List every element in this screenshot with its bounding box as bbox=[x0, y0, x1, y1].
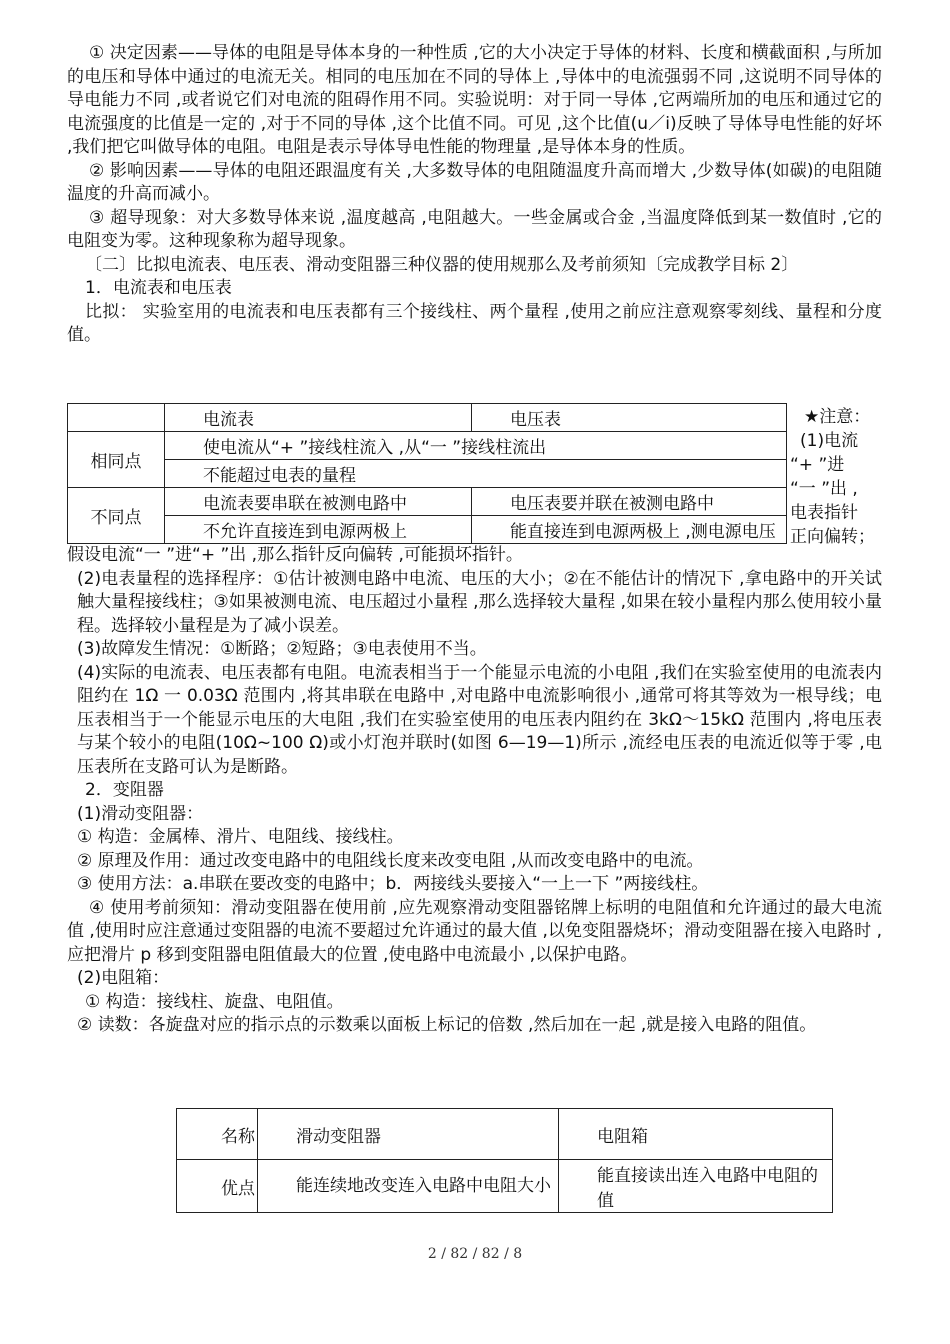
page-footer: 2 / 82 / 82 / 8 bbox=[427, 1246, 523, 1262]
side-note-line: “+ ”进 bbox=[790, 455, 845, 475]
paragraph-precautions: ④ 使用考前须知：滑动变阻器在使用前 ,应先观察滑动变阻器铭牌上标明的电阻值和允许通过的最大电流值 ,使用时应注意通过变阻器的电流不要超过允许通过的最大值 ,以免变阻器烧坏；滑动变阻器在接入电路时 ,应把滑片 p 移到变阻器电阻值最大的位置 ,使电路中电流最小 ,以保护电路。 bbox=[67, 897, 882, 965]
rheostat-comparison-table bbox=[176, 1108, 833, 1213]
side-note-line: 电表指针 bbox=[790, 503, 858, 523]
table-cell: 优点 bbox=[177, 1160, 258, 1213]
paragraph-box-structure: ① 构造：接线柱、旋盘、电阻值。 bbox=[85, 991, 344, 1012]
table-cell: 不允许直接连到电源两极上 bbox=[165, 516, 472, 544]
diff-label: 不同点 bbox=[68, 488, 165, 544]
paragraph-superconductivity: ③ 超导现象：对大多数导体来说 ,温度越高 ,电阻越大。一些金属或合金 ,当温度降低到某一数值时 ,它的电阻变为零。这种现象称为超导现象。 bbox=[67, 207, 882, 251]
paragraph-principle: ② 原理及作用：通过改变电路中的电阻线长度来改变电阻 ,从而改变电路中的电流。 bbox=[77, 850, 704, 871]
section-2 bbox=[67, 544, 882, 1038]
paragraph-structure: ① 构造：金属棒、滑片、电阻线、接线柱。 bbox=[77, 827, 404, 847]
table-header-cell: 滑动变阻器 bbox=[258, 1109, 559, 1160]
paragraph-influencing-factors: ② 影响因素——导体的电阻还跟温度有关 ,大多数导体的电阻随温度升高而增大 ,少数导体(如碳)的电阻随温度的升高而减小。 bbox=[67, 160, 882, 204]
table-row bbox=[68, 432, 787, 460]
table-header-row bbox=[68, 404, 787, 432]
table-cell: 使电流从“+ ”接线柱流入 ,从“一 ”接线柱流出 bbox=[165, 432, 787, 460]
side-note-line: 正向偏转； bbox=[790, 527, 875, 547]
table-row bbox=[68, 460, 787, 488]
paragraph-reverse-current: 假设电流“一 ”进“+ ”出 ,那么指针反向偏转 ,可能损坏指针。 bbox=[67, 545, 523, 565]
table-row bbox=[177, 1160, 833, 1213]
paragraph-comparison: 比拟： 实验室用的电流表和电压表都有三个接线柱、两个量程 ,使用之前应注意观察零刻线、量程和分度值。 bbox=[67, 301, 882, 345]
table-cell: 电流表要串联在被测电路中 bbox=[165, 488, 472, 516]
same-label: 相同点 bbox=[68, 432, 165, 488]
table-row bbox=[68, 488, 787, 516]
table-header-cell bbox=[68, 404, 165, 432]
table-header-row bbox=[177, 1109, 833, 1160]
meter-comparison-table bbox=[67, 403, 787, 544]
subheading-resistance-box: (2)电阻箱： bbox=[77, 968, 170, 988]
side-note-line: “一 ”出 , bbox=[790, 479, 858, 499]
table-cell: 能直接连到电源两极上 ,测电源电压 bbox=[472, 516, 787, 544]
section-heading-two: 〔二〕比拟电流表、电压表、滑动变阻器三种仪器的使用规那么及考前须知〔完成教学目标 2〕 bbox=[85, 254, 799, 275]
table-header-cell: 电阻箱 bbox=[559, 1109, 833, 1160]
side-note-line: (1)电流 bbox=[800, 431, 859, 451]
paragraph-faults: (3)故障发生情况：①断路；②短路；③电表使用不当。 bbox=[77, 639, 487, 659]
table-cell: 能直接读出连入电路中电阻的值 bbox=[559, 1160, 833, 1213]
table-header-cell: 电流表 bbox=[165, 404, 472, 432]
table-header-cell: 电压表 bbox=[472, 404, 787, 432]
table-cell: 不能超过电表的量程 bbox=[165, 460, 787, 488]
subheading-rheostat: 2．变阻器 bbox=[85, 780, 164, 800]
side-note-line: ★注意： bbox=[804, 407, 871, 427]
paragraph-reading: ② 读数：各旋盘对应的指示点的示数乘以面板上标记的倍数 ,然后加在一起 ,就是接入电路的阻值。 bbox=[77, 1015, 817, 1035]
subheading-ammeter-voltmeter: 1．电流表和电压表 bbox=[85, 278, 232, 298]
paragraph-internal-resistance: (4)实际的电流表、电压表都有电阻。电流表相当于一个能显示电流的小电阻 ,我们在实验室使用的电流表内阻约在 1Ω 一 0.03Ω 范围内 ,将其串联在电路中 ,对电路中电流影响很小 ,通常可将其等效为一根导线；电压表相当于一个能显示电压的大电阻 ,我们在实验室使用的电压表内阻约在 3kΩ～15kΩ 范围内 ,将电压表与某个较小的电阻(10Ω~100 Ω)或小灯泡并联时(如图 6—19—1)所示 ,流经电压表的电流近似等于零 ,电压表所在支路可认为是断路。 bbox=[77, 662, 882, 777]
table-cell: 电压表要并联在被测电路中 bbox=[472, 488, 787, 516]
subheading-slide-rheostat: (1)滑动变阻器： bbox=[77, 803, 204, 824]
section-1 bbox=[67, 42, 882, 348]
side-note bbox=[790, 405, 890, 549]
table-cell: 能连续地改变连入电路中电阻大小 bbox=[258, 1160, 559, 1213]
paragraph-usage: ③ 使用方法：a.串联在要改变的电路中；b．两接线头要接入“一上一下 ”两接线柱。 bbox=[77, 874, 709, 894]
table-header-cell: 名称 bbox=[177, 1109, 258, 1160]
paragraph-range-selection: (2)电表量程的选择程序：①估计被测电路中电流、电压的大小；②在不能估计的情况下 ,拿电路中的开关试触大量程接线柱；③如果被测电流、电压超过小量程 ,那么选择较大量程 ,如果在较小量程内那么使用较小量程。选择较小量程是为了减小误差。 bbox=[77, 568, 882, 636]
paragraph-determining-factors: ① 决定因素——导体的电阻是导体本身的一种性质 ,它的大小决定于导体的材料、长度和横截面积 ,与所加的电压和导体中通过的电流无关。相同的电压加在不同的导体上 ,导体中的电流强弱不同 ,这说明不同导体的导电能力不同 ,或者说它们对电流的阻碍作用不同。实验说明：对于同一导体 ,它两端所加的电压和通过它的电流强度的比值是一定的 ,对于不同的导体 ,这个比值不同。可见 ,这个比值(u／i)反映了导体导电性能的好坏 ,我们把它叫做导体的电阻。电阻是表示导体导电性能的物理量 ,是导体本身的性质。 bbox=[67, 43, 882, 157]
table-row bbox=[68, 516, 787, 544]
